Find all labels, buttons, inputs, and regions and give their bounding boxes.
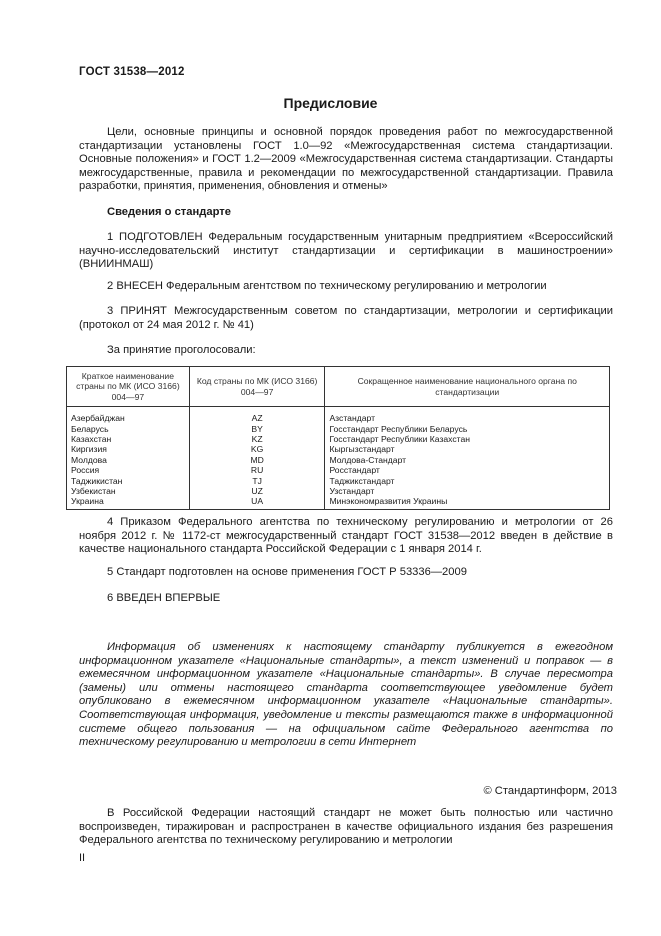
body-cell: Госстандарт Республики Беларусь (325, 424, 610, 434)
page-title: Предисловие (283, 95, 378, 111)
body-cell: Узстандарт (325, 486, 610, 496)
vote-table (66, 366, 610, 510)
intro-text: Цели, основные принципы и основной порядок проведения работ по межгосударственной стандартизации установлены ГОСТ 1.0—92 «Межгосударственная система стандартизации. Основные положения» и ГОСТ 1.2—2009 «Межгосударственная система стандартизации. Стандарты межгосударственные, правила и рекомендации по межгосударственной стандартизации. Правила разработки, принятия, применения, обновления и отмены» (79, 126, 613, 193)
item-3-text: 3 ПРИНЯТ Межгосударственным советом по стандартизации, метрологии и сертификации (протокол от 24 мая 2012 г. № 41) (79, 305, 613, 331)
code-cell: TJ (189, 476, 325, 486)
body-cell: Азстандарт (325, 407, 610, 424)
table-row (67, 476, 610, 486)
country-cell: Молдова (67, 455, 190, 465)
country-cell: Таджикистан (67, 476, 190, 486)
code-cell: KZ (189, 434, 325, 444)
voted-label: За принятие проголосовали: (107, 344, 256, 356)
country-cell: Азербайджан (67, 407, 190, 424)
copyright: © Стандартинформ, 2013 (483, 785, 617, 797)
header-body: Сокращенное наименование национального органа по стандартизации (325, 367, 610, 407)
item-4-text: 4 Приказом Федерального агентства по техническому регулированию и метрологии от 26 ноября 2012 г. № 1172-ст межгосударственный стандарт ГОСТ 31538—2012 введен в действие в качестве национального стандарта Российской Федерации с 1 января 2014 г. (79, 516, 613, 556)
country-cell: Россия (67, 465, 190, 475)
reproduction-notice-text: В Российской Федерации настоящий стандарт не может быть полностью или частично воспроизведен, тиражирован и распространен в качестве официального издания без разрешения Федерального агентства по техническому регулированию и метрологии (79, 807, 613, 847)
item-4 (79, 516, 613, 557)
code-cell: UZ (189, 486, 325, 496)
item-1-text: 1 ПОДГОТОВЛЕН Федеральным государственным унитарным предприятием «Всероссийский научно-исследовательский институт стандартизации и сертификации в машиностроении» (ВНИИНМАШ) (79, 231, 613, 271)
country-cell: Украина (67, 496, 190, 509)
table-row (67, 424, 610, 434)
table-row (67, 496, 610, 509)
header-country: Краткое наименование страны по МК (ИСО 3166) 004—97 (67, 367, 190, 407)
change-notice (79, 641, 613, 750)
table-row (67, 407, 610, 424)
standard-info-heading: Сведения о стандарте (107, 206, 231, 218)
code-cell: UA (189, 496, 325, 509)
code-cell: KG (189, 444, 325, 454)
change-notice-text: Информация об изменениях к настоящему стандарту публикуется в ежегодном информационном указателе «Национальные стандарты», а текст изменений и поправок — в ежемесячном информационном указателе «Национальные стандарты». В случае пересмотра (замены) или отмены настоящего стандарта соответствующее уведомление будет опубликовано в ежемесячном информационном указателе «Национальные стандарты». Соответствующая информация, уведомление и тексты размещаются также в информационной системе общего пользования — на официальном сайте Федерального агентства по техническому регулированию и метрологии в сети Интернет (79, 641, 613, 749)
item-2-text: 2 ВНЕСЕН Федеральным агентством по техническому регулированию и метрологии (107, 280, 547, 292)
country-cell: Беларусь (67, 424, 190, 434)
code-cell: AZ (189, 407, 325, 424)
country-cell: Киргизия (67, 444, 190, 454)
table-row (67, 486, 610, 496)
vote-table-header (67, 367, 610, 407)
body-cell: Кыргызстандарт (325, 444, 610, 454)
intro-paragraph (79, 126, 613, 194)
item-2 (79, 280, 613, 294)
item-1 (79, 231, 613, 272)
country-cell: Узбекистан (67, 486, 190, 496)
item-6-text: 6 ВВЕДЕН ВПЕРВЫЕ (107, 592, 221, 604)
header-code: Код страны по МК (ИСО 3166) 004—97 (189, 367, 325, 407)
code-cell: BY (189, 424, 325, 434)
page-number: II (79, 852, 86, 864)
body-cell: Молдова-Стандарт (325, 455, 610, 465)
table-row (67, 465, 610, 475)
table-row (67, 434, 610, 444)
item-6 (79, 592, 613, 606)
body-cell: Минэкономразвития Украины (325, 496, 610, 509)
country-cell: Казахстан (67, 434, 190, 444)
table-row (67, 444, 610, 454)
code-cell: MD (189, 455, 325, 465)
item-5 (79, 566, 613, 580)
reproduction-notice (79, 807, 613, 848)
body-cell: Таджикстандарт (325, 476, 610, 486)
table-row (67, 455, 610, 465)
code-cell: RU (189, 465, 325, 475)
item-5-text: 5 Стандарт подготовлен на основе применения ГОСТ Р 53336—2009 (107, 566, 467, 578)
item-3 (79, 305, 613, 332)
document-id: ГОСТ 31538—2012 (79, 66, 185, 78)
body-cell: Росстандарт (325, 465, 610, 475)
body-cell: Госстандарт Республики Казахстан (325, 434, 610, 444)
